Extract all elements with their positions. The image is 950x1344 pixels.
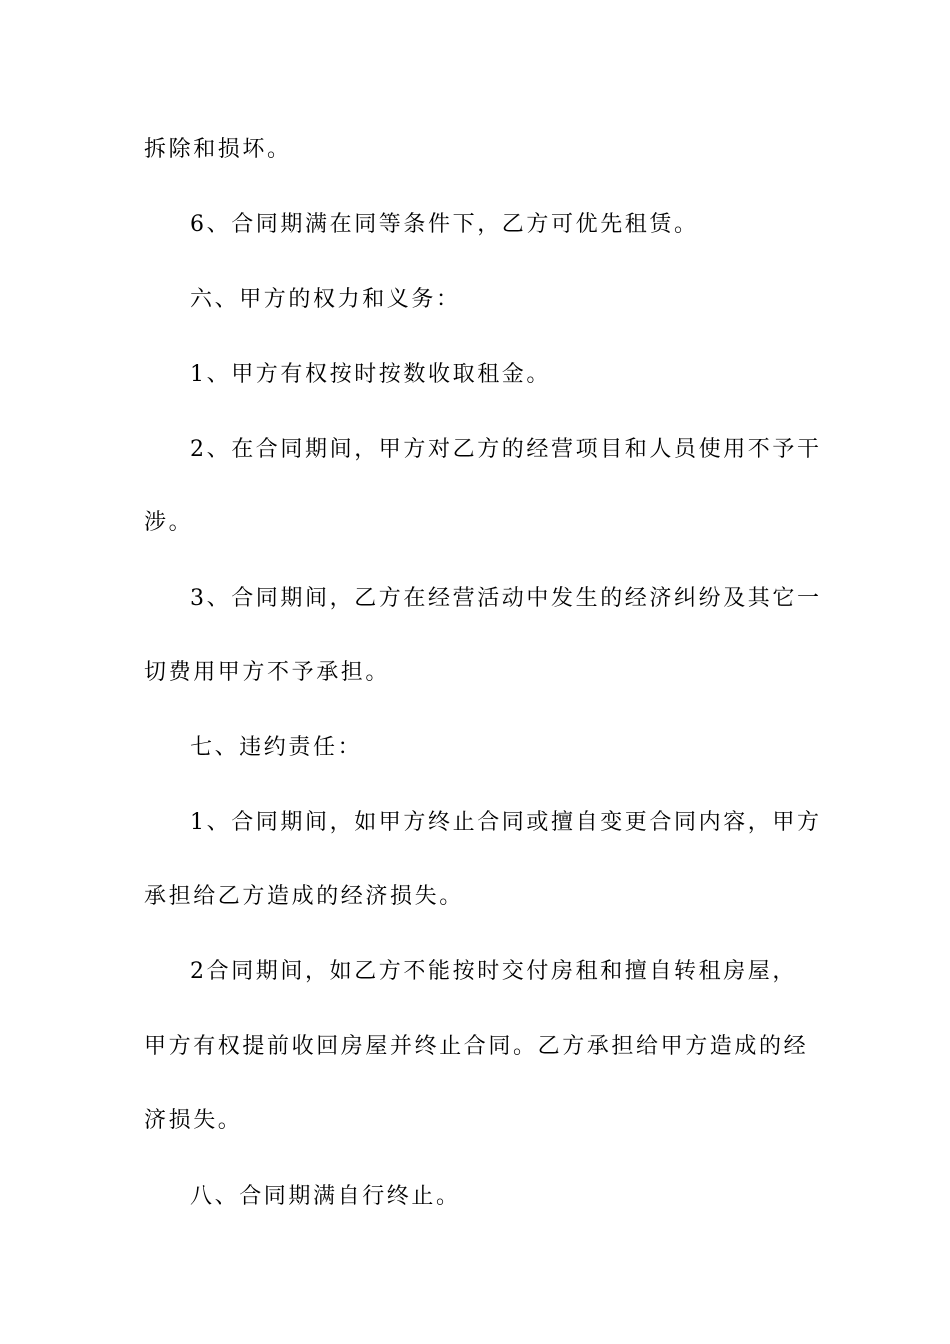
- text-line-11: 承担给乙方造成的经济损失。: [144, 884, 464, 909]
- section-heading-seven: 七、违约责任：: [190, 735, 363, 760]
- section-heading-eight: 八、合同期满自行终止。: [190, 1184, 461, 1209]
- text-line-14: 济损失。: [144, 1108, 243, 1133]
- text-line-2: 6、合同期满在同等条件下，乙方可优先租赁。: [190, 212, 699, 237]
- text-line-13: 甲方有权提前收回房屋并终止合同。乙方承担给甲方造成的经: [144, 1034, 809, 1059]
- text-line-5: 2、在合同期间，甲方对乙方的经营项目和人员使用不予干: [190, 437, 822, 462]
- text-line-8: 切费用甲方不予承担。: [144, 660, 391, 685]
- text-line-10: 1、合同期间，如甲方终止合同或擅自变更合同内容，甲方: [190, 810, 822, 835]
- section-heading-six: 六、甲方的权力和义务：: [190, 287, 461, 312]
- text-line-7: 3、合同期间，乙方在经营活动中发生的经济纠纷及其它一: [190, 586, 822, 611]
- text-line-1: 拆除和损坏。: [144, 137, 292, 162]
- text-line-6: 涉。: [144, 510, 194, 535]
- text-line-12: 2合同期间，如乙方不能按时交付房租和擅自转租房屋，: [190, 959, 797, 984]
- text-line-4: 1、甲方有权按时按数收取租金。: [190, 362, 551, 387]
